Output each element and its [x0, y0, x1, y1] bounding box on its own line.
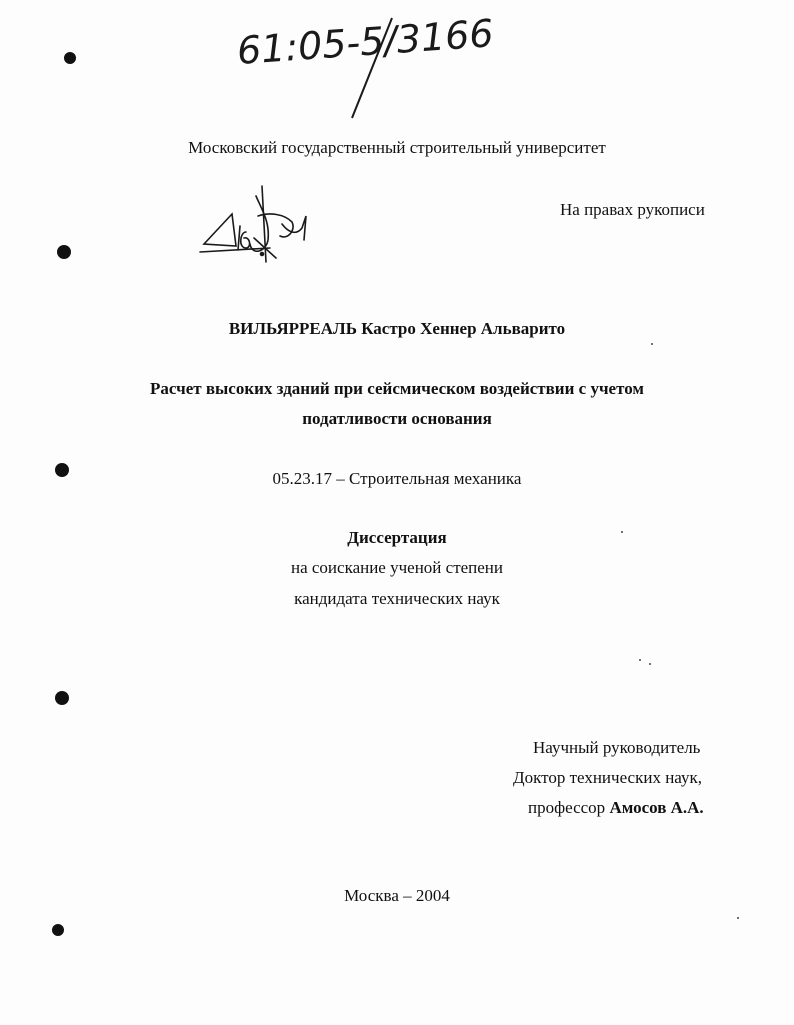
advisor-name: Амосов А.А. [609, 798, 704, 817]
speck-1 [651, 343, 653, 345]
degree-purpose-line-1: на соискание ученой степени [290, 558, 504, 577]
title-line-2: податливости основания [302, 409, 492, 428]
city-year: Москва – 2004 [344, 886, 450, 905]
degree-purpose-line-2: кандидата технических наук [294, 589, 500, 608]
speck-3 [639, 659, 641, 661]
stamp-slash [352, 18, 392, 118]
punch-hole-5 [52, 924, 64, 936]
advisor-label: Научный руководитель [533, 738, 701, 757]
specialty: 05.23.17 – Строительная механика [272, 469, 522, 488]
speck-4 [649, 663, 651, 665]
document-type: Диссертация [347, 528, 447, 547]
punch-hole-4 [55, 691, 69, 705]
title-line-1: Расчет высоких зданий при сейсмическом воздействии с учетом [150, 379, 644, 398]
advisor-rank-name [528, 798, 704, 818]
advisor-degree: Доктор технических наук, [513, 768, 702, 787]
rights-note: На правах рукописи [560, 200, 705, 219]
punch-hole-1 [64, 52, 76, 64]
university-name: Московский государственный строительный университет [188, 138, 606, 157]
speck-5 [737, 917, 739, 919]
stamp-code: 61:05-5/3166 [235, 11, 495, 73]
author-name: ВИЛЬЯРРЕАЛЬ Кастро Хеннер Альварито [228, 319, 566, 338]
punch-hole-2 [57, 245, 71, 259]
advisor-rank: профессор [528, 798, 606, 817]
